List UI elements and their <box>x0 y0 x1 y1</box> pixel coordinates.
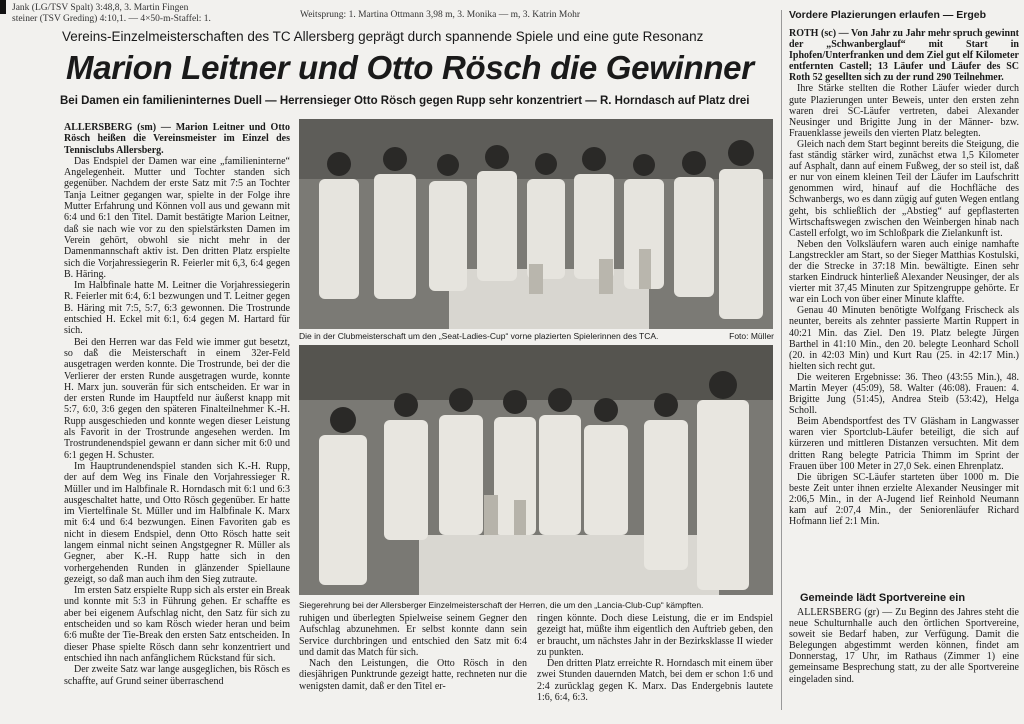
body-paragraph: Die übrigen SC-Läufer starteten über 1000 m. Die beste Zeit unter ihnen erzielte Alexander Neusinger mit 2:06,5 Min., in der A-Jugend lief Reinhold Neumann kam auf 2:07,4 Min., der Seniorenläufer Richard Hofmann lief 2:1 Min. <box>789 471 1019 528</box>
body-paragraph: Im Halbfinale hatte M. Leitner die Vorjahressiegerin R. Feierler mit 6:4, 6:1 bezwungen und T. Leitner gegen B. Häring mit 7:5, 5:7, 6:3 gewonnen. Die Trostrunde entschied H. Eckel mit 6:1, 6:4 gegen M. Hartard für sich. <box>64 280 290 337</box>
body-paragraph: Im ersten Satz erspielte Rupp sich als erster ein Break und konnte mit 5:3 in Führung gehen. Er schaffte es aber bei eigenem Aufschlag nicht, den Satz für sich zu entscheiden und so kam Rösch wieder heran und beim 6:6 mußte der Tie-Break den ersten Satz entscheiden. In dieser Phase spielte Rösch dann sehr konzentriert und entschied ihn nach anfänglichem Rückstand für sich. <box>64 585 290 664</box>
body-paragraph: Beim Abendsportfest des TV Gläsham in Langwasser waren vier Sportclub-Läufer beteiligt, die sich auf kürzeren und mittleren Distanzen versuchten. Mit dem dritten Rang belegte Patricia Thimm im Sprint der Frauen über 100 Meter in 27,0 Sek. einen Ehrenplatz. <box>789 416 1019 472</box>
right-box-title: Gemeinde lädt Sportvereine ein <box>800 592 966 604</box>
body-paragraph: Im Hauptrundenendspiel standen sich K.-H. Rupp, der auf dem Weg ins Finale den Vorjahressieger R. Müller und im Halbfinale R. Horndasch mit 6:1 und 6:3 ausgeschaltet hatte, und Otto Rösch gegenüber. Er hatte im Viertelfinale St. Müller und im Halbfinale K. Marx mit 6:4 und 6:4 bezwungen. Einen Favoriten gab es nicht in diesem Endspiel, denn Otto Rösch hatte seit langem einmal nicht seinen Angstgegner R. Müller als Gegner, aber K.-H. Rupp hatte sich in den vorhergehenden Runden in glänzender Spiellaune gezeigt, so daß man auch ihm den Sieg zutraute. <box>64 460 290 585</box>
bottom-text-column-2 <box>537 613 773 709</box>
body-paragraph: Genau 40 Minuten benötigte Wolfgang Frischeck als neunter, bereits als zehnter passierte Martin Ruppert in 40:21 Min. das Ziel. Den 19. Platz belegte Jürgen Barthel in 41:10 Min., den 20. belegte Leonhard Scholl (20. in 42:03 Min) und Kurt Rau (25. in 42:17 Min.) hielten sich recht gut. <box>789 305 1019 372</box>
men-group-photo-illustration <box>299 345 773 595</box>
body-paragraph: Die weiteren Ergebnisse: 36. Theo (43:55 Min.), 48. Martin Meyer (45:09), 58. Walter (46:08). Frauen: 4. Brigitte Jung (51:45), Andrea Steib (53:42), Helga Scholl. <box>789 371 1019 417</box>
right-column-headline: Vordere Plazierungen erlaufen — Ergeb <box>789 9 987 21</box>
body-paragraph: Den dritten Platz erreichte R. Horndasch mit einem über zwei Stunden dauernden Match, bei dem er schon 1:6 und 2:4 zurücklag gegen K. Marx. Das Endergebnis lautete 1:6, 6:4, 6:3. <box>537 658 773 704</box>
women-group-photo <box>299 119 773 329</box>
body-paragraph: Bei den Herren war das Feld wie immer gut besetzt, so daß die Meisterschaft in einem 32er-Feld ausgetragen werden konnte. Die Trostrunde, bei der die Verlierer der ersten Runde ausgetragen wurde, konnte H. Marx jun. souverän für sich entscheiden. Er war in der ersten Runde im Hauptfeld nur äußerst knapp mit 5:7, 6:0, 3:6 gegen den späteren Finalteilnehmer K.-H. Rupp ausgeschieden und konnte wegen dieser Leistung als Favorit in der Trostrunde angesehen werden. Im Trostrundenendspiel gewann er dann sicher mit 6:0 und 6:1 gegen H. Schuster. <box>64 336 290 461</box>
body-paragraph: ringen könnte. Doch diese Leistung, die er im Endspiel gezeigt hat, müßte ihm eigentlich den Auftrieb geben, den er braucht, um nächstes Jahr in der Bezirksklasse II wieder zu punkten. <box>537 613 773 658</box>
top-strip-left-1: Jank (LG/TSV Spalt) 3:48,8, 3. Martin Fingen <box>12 3 189 13</box>
article-headline: Marion Leitner und Otto Rösch die Gewinner <box>66 49 754 86</box>
body-paragraph: ALLERSBERG (gr) — Zu Beginn des Jahres steht die neue Schulturnhalle auch den örtlichen Sportvereine, soweit sie Bedarf haben, zur Verfügung. Damit die Belegungen abgestimmt werden können, findet am Donnerstag, 17 Uhr, im Rathaus (Zimmer 1) eine gemeinsame Besprechung statt, zu der alle Sportvereine eingeladen sind. <box>789 607 1019 685</box>
article-kicker: Vereins-Einzelmeisterschaften des TC Allersberg geprägt durch spannende Spiele und eine gute Resonanz <box>62 29 704 44</box>
body-paragraph: Das Endspiel der Damen war eine „familieninterne“ Angelegenheit. Mutter und Tochter standen sich gegenüber. Nachdem der erste Satz mit 7:5 an Tochter Tanja Leitner gegangen war, spielte in der Folge ihre Mutter Erfahrung und Können voll aus und gewann mit 6:4 und 6:1 den Titel. Damit bestätigte Marion Leitner, daß sie nach wie vor zu den spielstärksten Damen im Verein gehört, obwohl sie nicht mehr in der Damenmannschaft aktiv ist. Den dritten Platz erspielte sich die Vorjahressiegerin R. Feierler mit 6,3, 6:4 gegen B. Häring. <box>64 155 290 280</box>
main-text-column <box>64 122 290 704</box>
body-paragraph: Ihre Stärke stellten die Rother Läufer wieder durch gute Plazierungen unter Beweis, unter den ersten zehn waren drei SC-Läufer vertreten, dabei Alexander Neusinger und Brigitte Jung in der Männer- bzw. Frauenklasse jeweils den vierten Platz belegten. <box>789 83 1019 139</box>
body-paragraph: Nach den Leistungen, die Otto Rösch in den diesjährigen Punktrunde gezeigt hatte, rechneten nur die wenigsten damit, daß er den Titel er- <box>299 658 527 692</box>
men-group-photo <box>299 345 773 595</box>
top-strip-middle: Weitsprung: 1. Martina Ottmann 3,98 m, 3. Monika — m, 3. Katrin Mohr <box>300 10 580 20</box>
body-paragraph: ruhigen und überlegten Spielweise seinem Gegner den Aufschlag abzunehmen. Er selbst konnte dann sein Service durchbringen und entschied den Satz mit 6:4 und damit das Match für sich. <box>299 613 527 658</box>
women-group-photo-illustration <box>299 119 773 329</box>
photo2-caption: Siegerehrung bei der Allersberger Einzelmeisterschaft der Herren, die um den „Lancia-Club-Cup“ kämpften. <box>299 600 704 610</box>
lead-paragraph: ALLERSBERG (sm) — Marion Leitner und Otto Rösch heißen die Vereinsmeister im Einzel des Tennisclubs Allersberg. <box>64 122 290 156</box>
photo1-caption: Die in der Clubmeisterschaft um den „Seat-Ladies-Cup“ vorne plazierten Spielerinnen des TCA. <box>299 331 659 341</box>
article-subhead: Bei Damen ein familieninternes Duell — Herrensieger Otto Rösch gegen Rupp sehr konzentriert — R. Horndasch auf Platz drei <box>60 95 750 107</box>
top-strip-left-2: steiner (TSV Greding) 4:10,1. — 4×50-m-Staffel: 1. <box>12 14 211 24</box>
bottom-text-column-1 <box>299 613 527 709</box>
body-paragraph: Der zweite Satz war lange ausgeglichen, bis Rösch es schaffte, auf Grund seiner überraschend <box>64 664 290 687</box>
right-article-column <box>789 28 1019 588</box>
scan-edge-marker <box>0 0 6 14</box>
right-box-text <box>789 607 1019 712</box>
photo1-credit: Foto: Müller <box>729 331 774 341</box>
column-divider <box>781 10 782 710</box>
body-paragraph: Neben den Volksläufern waren auch einige namhafte Langstreckler am Start, so der Sieger Matthias Kostulski, der die Strecke in 37:18 Min. bewältigte. Einen sehr starken Eindruck hinterließ Alexander Neusinger, der als vierter mit 37,45 Minuten zur Spitzengruppe gehörte. Er war ein Loch von über einer Minute klaffte. <box>789 238 1019 306</box>
right-lead-paragraph: ROTH (sc) — Von Jahr zu Jahr mehr spruch gewinnt der „Schwanberglauf“ mit Start in Iphofen/Unterfranken und dem Ziel gut elf Kilometer entfernten Castell; 13 Läufer und Läufer des SC Roth 52 gesellten sich zu der rund 290 Teilnehmer. <box>789 28 1019 84</box>
body-paragraph: Gleich nach dem Start beginnt bereits die Steigung, die fast ständig stärker wird, zunächst etwa 1,5 Kilometer auf Asphalt, dann auf einem Fußweg, der so steil ist, daß er nur von einem kleinen Teil der Läufer im Laufschritt genommen wird, hinauf auf die Hochfläche des Schwanbergs, wo es dann zügig auf guten Wegen entlang geht, bis schließlich der „Abstieg“ auf gepflasterten Wirtschaftswegen zwischen den Weinbergen hinab nach Castell erfolgt, wo im Schloßpark die Zielankunft ist. <box>789 138 1019 239</box>
